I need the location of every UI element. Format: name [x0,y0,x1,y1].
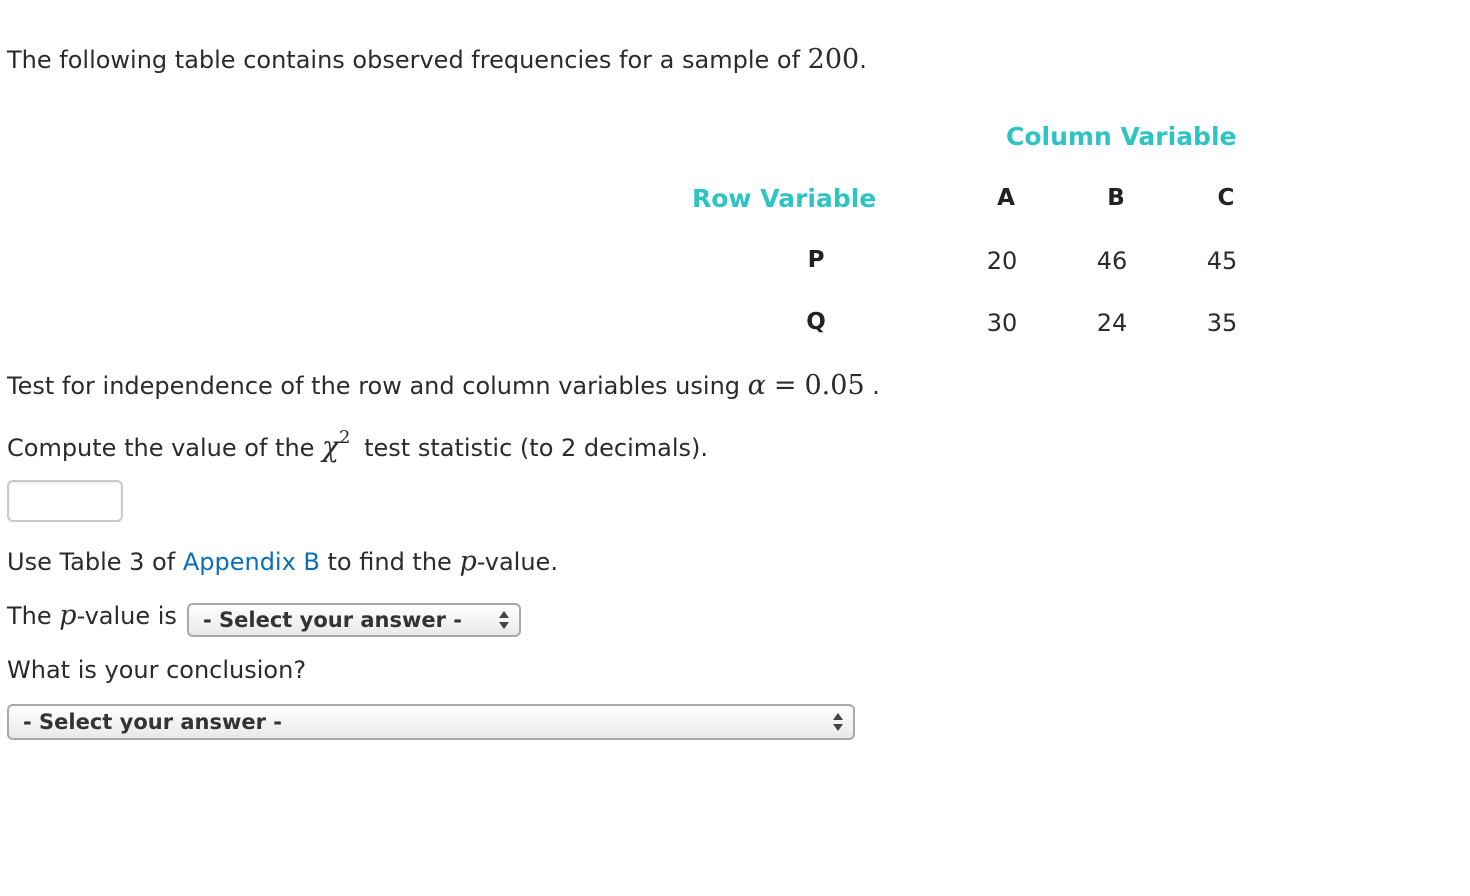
appendix-b-link[interactable]: Appendix B [182,548,320,576]
lookup-instruction: Use Table 3 of Appendix B to find the p-value. [7,546,558,577]
table-cell: 35 [1206,309,1238,337]
alpha-value: 0.05 [804,370,865,401]
table-cell: 45 [1206,247,1238,275]
chi-symbol: χ [322,430,340,463]
chi-square-answer-input[interactable] [7,480,123,522]
column-header-c: C [1217,185,1235,211]
row-variable-label: Row Variable [692,184,877,213]
intro-text: The following table contains observed frequencies for a sample of 200. [7,44,867,75]
pvalue-select[interactable]: - Select your answer - [187,603,521,637]
column-header-b: B [1107,185,1125,211]
table-cell: 30 [986,309,1018,337]
compute-instruction: Compute the value of the $\chi^2$ test statistic (to 2 decimals). [7,427,709,463]
alpha-symbol: α [747,370,766,401]
conclusion-question: What is your conclusion? [7,656,307,684]
column-header-a: A [997,185,1015,211]
test-instruction: Test for independence of the row and column variables using α = 0.05 . [7,370,880,401]
table-cell: 20 [986,247,1018,275]
pvalue-label: The p-value is [7,600,177,631]
table-cell: 46 [1096,247,1128,275]
sample-size: 200 [807,44,860,75]
row-label-p: P [807,247,825,273]
table-cell: 24 [1096,309,1128,337]
conclusion-select[interactable]: - Select your answer - [7,704,855,740]
row-label-q: Q [806,309,826,335]
column-variable-label: Column Variable [1006,122,1237,151]
select-arrows-icon [499,610,509,630]
select-arrows-icon [833,712,843,732]
